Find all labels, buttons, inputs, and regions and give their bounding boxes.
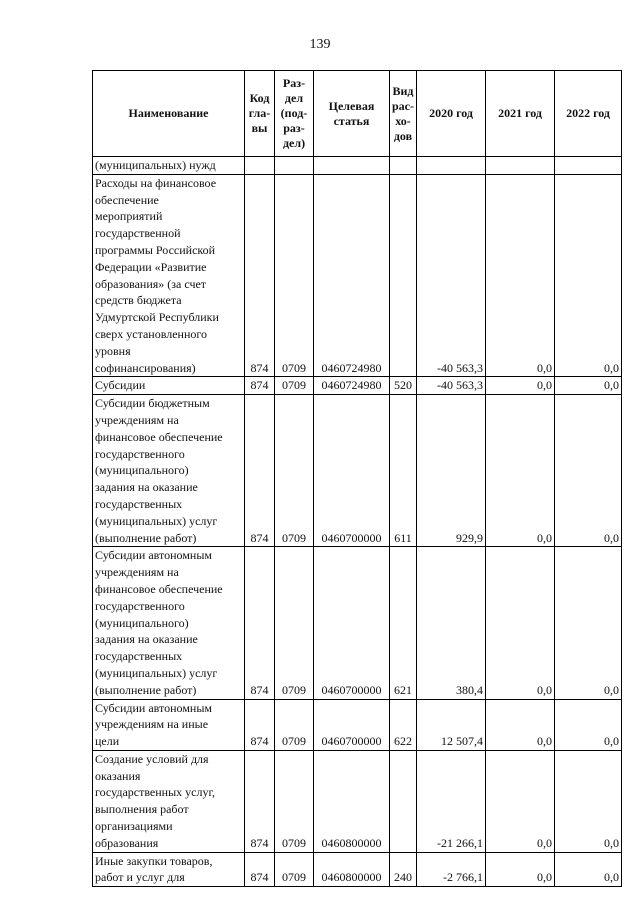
cell-name: Иные закупки товаров, работ и услуг для [93, 852, 245, 887]
cell-y2021: 0,0 [486, 174, 555, 377]
cell-code: 874 [245, 174, 275, 377]
cell-name: Субсидии автономным учреждениям на финансовое обеспечение государственного (муниципального) задания на оказание государственных (муниципальных) услуг (выполнение работ) [93, 547, 245, 699]
header-expense-type: Вид рас- хо- дов [390, 71, 417, 157]
cell-section: 0709 [275, 174, 314, 377]
cell-y2020: 929,9 [417, 395, 486, 547]
cell-y2022: 0,0 [555, 750, 622, 852]
cell-name: Субсидии автономным учреждениям на иные цели [93, 699, 245, 750]
cell-y2021: 0,0 [486, 395, 555, 547]
cell-article: 0460724980 [314, 377, 390, 395]
cell-name: Создание условий для оказания государственных услуг, выполнения работ организациями образования [93, 750, 245, 852]
table-row [93, 750, 622, 852]
cell-section [275, 157, 314, 175]
cell-y2021 [486, 157, 555, 175]
cell-article: 0460700000 [314, 699, 390, 750]
cell-name: Субсидии бюджетным учреждениям на финансовое обеспечение государственного (муниципального) задания на оказание государственных (муниципальных) услуг (выполнение работ) [93, 395, 245, 547]
cell-y2022: 0,0 [555, 174, 622, 377]
cell-section: 0709 [275, 852, 314, 887]
cell-y2020: -40 563,3 [417, 377, 486, 395]
header-name: Наименование [93, 71, 245, 157]
cell-y2022: 0,0 [555, 377, 622, 395]
cell-name: Расходы на финансовое обеспечение мероприятий государственной программы Российской Федерации «Развитие образования» (за счет средств бюджета Удмуртской Республики сверх установленного уровня софинансирования) [93, 174, 245, 377]
table-row [93, 174, 622, 377]
header-2022: 2022 год [555, 71, 622, 157]
cell-code: 874 [245, 395, 275, 547]
cell-y2020: -21 266,1 [417, 750, 486, 852]
cell-y2020: 12 507,4 [417, 699, 486, 750]
cell-expense-type: 240 [390, 852, 417, 887]
table-row [93, 547, 622, 699]
header-section: Раз- дел (под- раз- дел) [275, 71, 314, 157]
cell-expense-type: 611 [390, 395, 417, 547]
cell-name: Субсидии [93, 377, 245, 395]
header-2021: 2021 год [486, 71, 555, 157]
cell-y2021: 0,0 [486, 852, 555, 887]
cell-section: 0709 [275, 547, 314, 699]
cell-article: 0460700000 [314, 547, 390, 699]
cell-section: 0709 [275, 750, 314, 852]
cell-code: 874 [245, 547, 275, 699]
cell-article: 0460700000 [314, 395, 390, 547]
header-2020: 2020 год [417, 71, 486, 157]
cell-y2021: 0,0 [486, 377, 555, 395]
cell-y2021: 0,0 [486, 750, 555, 852]
cell-y2020: -2 766,1 [417, 852, 486, 887]
cell-code: 874 [245, 852, 275, 887]
cell-code: 874 [245, 699, 275, 750]
cell-expense-type: 622 [390, 699, 417, 750]
table-row [93, 852, 622, 887]
header-code: Код гла- вы [245, 71, 275, 157]
cell-article: 0460800000 [314, 750, 390, 852]
cell-y2020 [417, 157, 486, 175]
cell-section: 0709 [275, 377, 314, 395]
cell-section: 0709 [275, 699, 314, 750]
cell-y2020: 380,4 [417, 547, 486, 699]
cell-expense-type [390, 750, 417, 852]
cell-article: 0460800000 [314, 852, 390, 887]
table-row [93, 699, 622, 750]
header-row [93, 71, 622, 157]
page-number: 139 [309, 37, 331, 52]
table-row [93, 395, 622, 547]
cell-y2021: 0,0 [486, 699, 555, 750]
cell-y2022: 0,0 [555, 852, 622, 887]
cell-code [245, 157, 275, 175]
cell-y2021: 0,0 [486, 547, 555, 699]
budget-table [92, 70, 622, 887]
cell-expense-type [390, 174, 417, 377]
cell-y2020: -40 563,3 [417, 174, 486, 377]
cell-expense-type [390, 157, 417, 175]
cell-code: 874 [245, 377, 275, 395]
cell-y2022: 0,0 [555, 547, 622, 699]
cell-article: 0460724980 [314, 174, 390, 377]
table-row [93, 157, 622, 175]
cell-y2022: 0,0 [555, 699, 622, 750]
cell-article [314, 157, 390, 175]
cell-code: 874 [245, 750, 275, 852]
cell-y2022: 0,0 [555, 395, 622, 547]
cell-name: (муниципальных) нужд [93, 157, 245, 175]
header-article: Целевая статья [314, 71, 390, 157]
cell-y2022 [555, 157, 622, 175]
cell-expense-type: 520 [390, 377, 417, 395]
table-row [93, 377, 622, 395]
cell-section: 0709 [275, 395, 314, 547]
cell-expense-type: 621 [390, 547, 417, 699]
